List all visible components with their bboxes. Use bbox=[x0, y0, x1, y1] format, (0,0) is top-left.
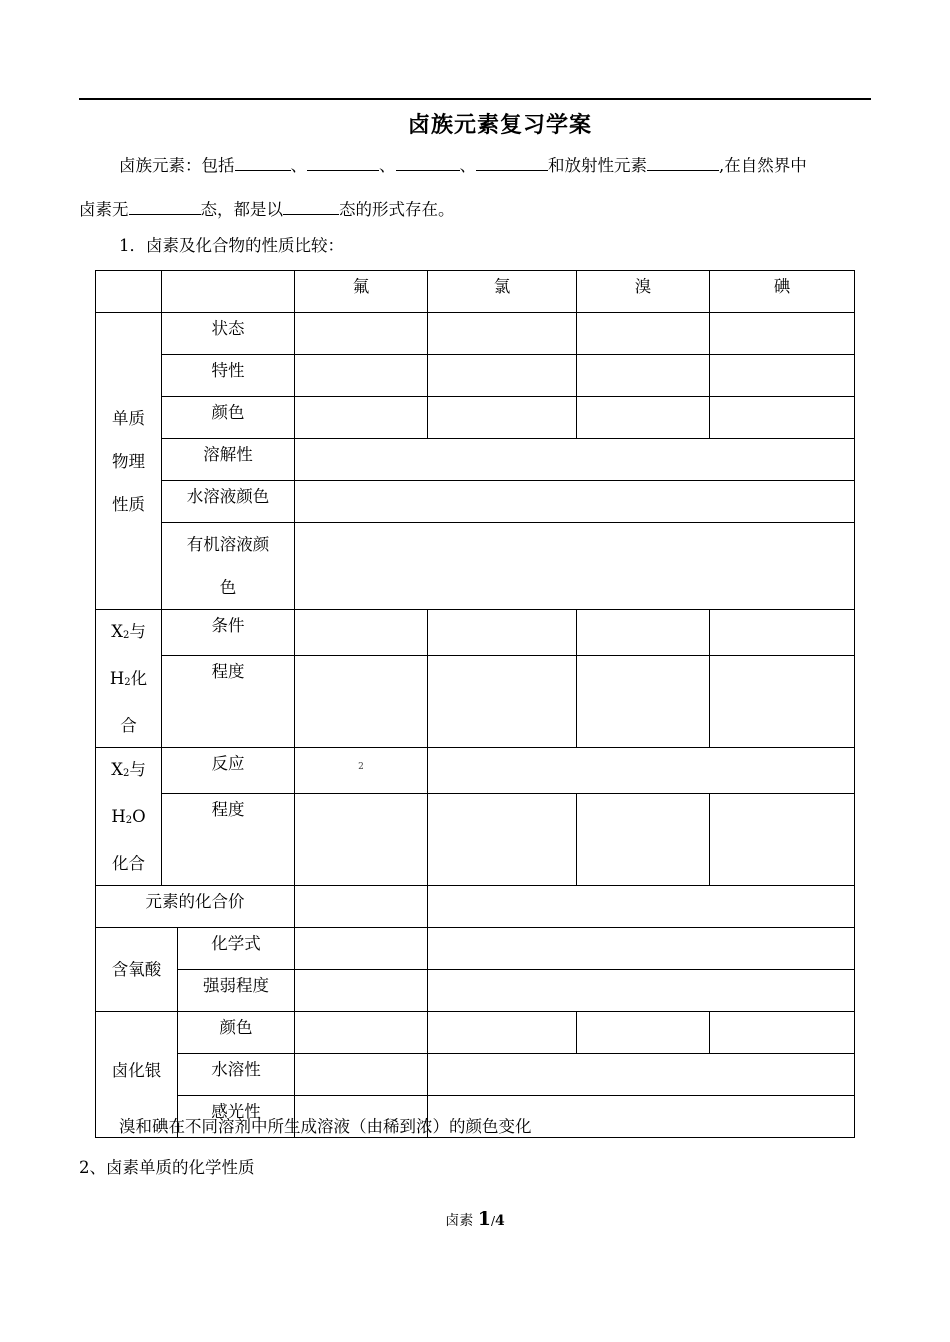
intro-lead: 卤族元素：包括 bbox=[119, 156, 235, 175]
row-label-organic-color: 有机溶液颜 色 bbox=[162, 523, 295, 610]
cell-input[interactable] bbox=[710, 313, 855, 355]
cell-input[interactable] bbox=[577, 794, 710, 886]
cell-input[interactable] bbox=[577, 656, 710, 748]
cell-input-wide[interactable] bbox=[295, 439, 855, 481]
blank-6 bbox=[129, 198, 201, 215]
cell-input[interactable] bbox=[295, 610, 428, 656]
cell-input[interactable] bbox=[295, 656, 428, 748]
blank-5 bbox=[647, 154, 719, 171]
row-label-condition: 条件 bbox=[162, 610, 295, 656]
table-row bbox=[96, 313, 855, 355]
halogen-comparison-table bbox=[95, 270, 855, 1138]
table-row bbox=[96, 481, 855, 523]
table-row bbox=[96, 439, 855, 481]
cell-input[interactable] bbox=[295, 928, 428, 970]
table-row bbox=[96, 610, 855, 656]
group-physical-properties: 单质 物理 性质 bbox=[96, 313, 162, 610]
cell-input-wide[interactable] bbox=[428, 748, 855, 794]
row-label-photosensitivity: 感光性 bbox=[178, 1096, 295, 1138]
table-row bbox=[96, 748, 855, 794]
row-label-degree-h2o: 程度 bbox=[162, 794, 295, 886]
intro-line2-end: 态的形式存在。 bbox=[339, 200, 455, 219]
row-label-state: 状态 bbox=[162, 313, 295, 355]
cell-input-wide[interactable] bbox=[295, 523, 855, 610]
table-row bbox=[96, 397, 855, 439]
table-row bbox=[96, 970, 855, 1012]
cell-input[interactable] bbox=[577, 397, 710, 439]
cell-input[interactable] bbox=[295, 748, 428, 794]
row-label-color: 颜色 bbox=[162, 397, 295, 439]
cell-input[interactable] bbox=[295, 1012, 428, 1054]
sep-2: 、 bbox=[379, 156, 396, 175]
header-empty-2 bbox=[162, 271, 295, 313]
blank-3 bbox=[396, 154, 460, 171]
table-row bbox=[96, 928, 855, 970]
section-1-heading: 1．卤素及化合物的性质比较： bbox=[119, 236, 344, 255]
row-label-reaction: 反应 bbox=[162, 748, 295, 794]
blank-2 bbox=[307, 154, 379, 171]
footer-label: 卤素 bbox=[445, 1213, 474, 1229]
cell-input[interactable] bbox=[710, 656, 855, 748]
cell-input-wide[interactable] bbox=[428, 1054, 855, 1096]
cell-input[interactable] bbox=[577, 1012, 710, 1054]
sep-3: 、 bbox=[459, 156, 476, 175]
cell-input[interactable] bbox=[577, 313, 710, 355]
document-title: 卤族元素复习学案 bbox=[407, 113, 592, 138]
table-row bbox=[96, 1012, 855, 1054]
row-label-strength: 强弱程度 bbox=[178, 970, 295, 1012]
intro-line-1 bbox=[119, 154, 807, 177]
header-fluorine: 氟 bbox=[295, 271, 428, 313]
cell-input[interactable] bbox=[428, 656, 577, 748]
row-label-formula: 化学式 bbox=[178, 928, 295, 970]
row-label-water-solubility: 水溶性 bbox=[178, 1054, 295, 1096]
footer-total-pages: 4 bbox=[494, 1213, 505, 1229]
table-row bbox=[96, 886, 855, 928]
header-bromine: 溴 bbox=[577, 271, 710, 313]
sep-1: 、 bbox=[290, 156, 307, 175]
intro-line2-start: 卤素无 bbox=[79, 200, 129, 219]
intro-line2-mid: 态，都是以 bbox=[200, 200, 283, 219]
header-rule bbox=[79, 98, 871, 100]
blank-7 bbox=[283, 198, 339, 215]
cell-input[interactable] bbox=[577, 355, 710, 397]
cell-input[interactable] bbox=[428, 397, 577, 439]
intro-line-2 bbox=[79, 198, 455, 221]
footer-slash: / bbox=[490, 1214, 495, 1228]
cell-input[interactable] bbox=[710, 355, 855, 397]
cell-input[interactable] bbox=[577, 610, 710, 656]
header-empty-1 bbox=[96, 271, 162, 313]
cell-input-wide[interactable] bbox=[428, 928, 855, 970]
table-row bbox=[96, 794, 855, 886]
row-label-silver-color: 颜色 bbox=[178, 1012, 295, 1054]
cell-input[interactable] bbox=[295, 1054, 428, 1096]
cell-input-wide[interactable] bbox=[428, 886, 855, 928]
row-label-aqueous-color: 水溶液颜色 bbox=[162, 481, 295, 523]
table-row bbox=[96, 355, 855, 397]
cell-input[interactable] bbox=[428, 313, 577, 355]
cell-input[interactable] bbox=[295, 886, 428, 928]
row-label-valence: 元素的化合价 bbox=[96, 886, 295, 928]
cell-input[interactable] bbox=[428, 1012, 577, 1054]
page-footer bbox=[0, 1208, 950, 1230]
cell-input-wide[interactable] bbox=[428, 970, 855, 1012]
cell-input[interactable] bbox=[710, 610, 855, 656]
group-x2-h2: $X_2$与 $H_2$化 合 bbox=[96, 610, 162, 748]
reaction-note: 2 bbox=[358, 762, 364, 772]
row-label-degree: 程度 bbox=[162, 656, 295, 748]
cell-input[interactable] bbox=[710, 1012, 855, 1054]
row-label-solubility: 溶解性 bbox=[162, 439, 295, 481]
group-silver-halide: 卤化银 bbox=[96, 1012, 178, 1138]
intro-nature-text: ,在自然界中 bbox=[719, 156, 807, 175]
cell-input[interactable] bbox=[710, 794, 855, 886]
cell-input[interactable] bbox=[428, 610, 577, 656]
cell-input[interactable] bbox=[295, 794, 428, 886]
footer-page-number: 1 bbox=[477, 1208, 491, 1230]
cell-input[interactable] bbox=[295, 355, 428, 397]
header-iodine: 碘 bbox=[710, 271, 855, 313]
table-header-row bbox=[96, 271, 855, 313]
group-oxyacid: 含氧酸 bbox=[96, 928, 178, 1012]
cell-input[interactable] bbox=[428, 355, 577, 397]
cell-input-wide[interactable] bbox=[295, 481, 855, 523]
section-2-heading: 2、卤素单质的化学性质 bbox=[79, 1158, 255, 1177]
header-chlorine: 氯 bbox=[428, 271, 577, 313]
cell-input[interactable] bbox=[295, 313, 428, 355]
blank-4 bbox=[476, 154, 548, 171]
blank-1 bbox=[235, 154, 291, 171]
after-table-note: 溴和碘在不同溶剂中所生成溶液（由稀到浓）的颜色变化 bbox=[119, 1117, 532, 1136]
cell-input[interactable] bbox=[710, 397, 855, 439]
table-row bbox=[96, 523, 855, 610]
row-label-property: 特性 bbox=[162, 355, 295, 397]
table-row bbox=[96, 656, 855, 748]
cell-input[interactable] bbox=[428, 794, 577, 886]
intro-radio-text: 和放射性元素 bbox=[548, 156, 647, 175]
cell-input[interactable] bbox=[295, 397, 428, 439]
cell-input[interactable] bbox=[295, 970, 428, 1012]
group-x2-h2o: $X_2$与 $H_2O$ 化合 bbox=[96, 748, 162, 886]
table-row bbox=[96, 1054, 855, 1096]
